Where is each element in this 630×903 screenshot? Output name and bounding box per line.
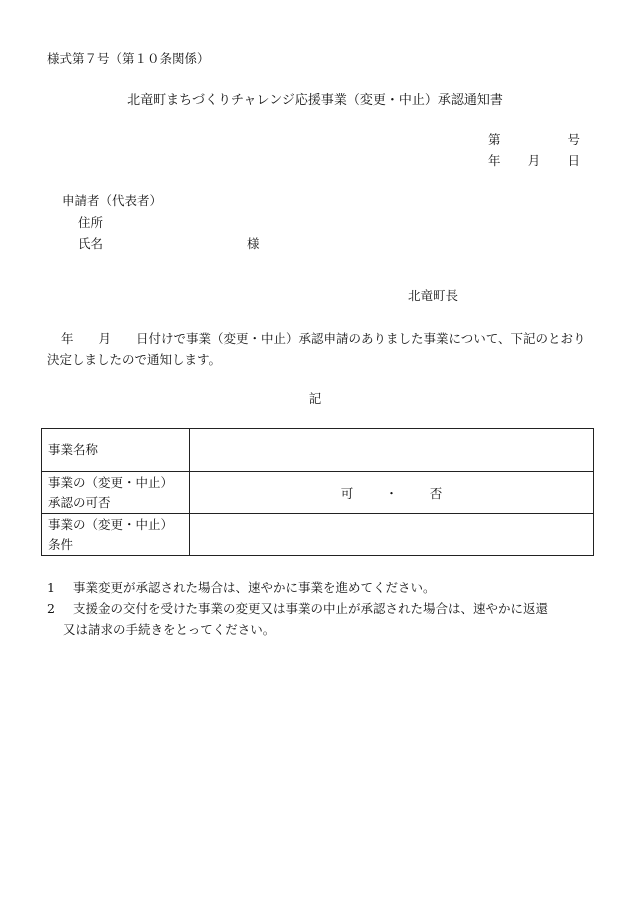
approval-value <box>190 472 594 514</box>
approval-label-line2: 承認の可否 <box>48 494 111 510</box>
date-year: 年 <box>488 153 501 168</box>
conditions-value <box>190 514 594 556</box>
note-2 <box>47 598 587 640</box>
document-number <box>488 132 580 147</box>
form-number: 様式第７号（第１０条関係） <box>47 51 210 66</box>
table-row <box>42 429 594 472</box>
details-table <box>41 428 594 556</box>
conditions-label-line2: 条件 <box>48 536 74 552</box>
document-date <box>488 153 580 168</box>
note-1 <box>47 577 587 598</box>
approval-yes: 可 <box>340 485 354 501</box>
table-row <box>42 472 594 514</box>
body-text: 年 月 日付けで事業（変更・中止）承認申請のありました事業について、下記のとおり決定しましたので通知します。 <box>47 331 586 367</box>
doc-number-suffix: 号 <box>567 132 580 147</box>
note-text: 事業変更が承認された場合は、速やかに事業を進めてください。 <box>73 580 436 595</box>
issuer: 北竜町長 <box>408 288 459 303</box>
conditions-label <box>42 514 190 556</box>
approval-separator: ・ <box>385 485 398 501</box>
note-text-line1: 支援金の交付を受けた事業の変更又は事業の中止が承認された場合は、速やかに返還 <box>73 601 549 616</box>
name-label: 氏名 <box>78 236 104 251</box>
approval-label-line1: 事業の（変更・中止） <box>48 474 174 490</box>
note-number: 1 <box>47 580 55 595</box>
table-row <box>42 514 594 556</box>
note-number: 2 <box>47 601 55 616</box>
honorific: 様 <box>247 236 260 251</box>
approval-no: 否 <box>429 485 443 501</box>
project-name-value <box>190 429 594 472</box>
project-name-label: 事業名称 <box>42 429 190 472</box>
date-day: 日 <box>567 153 580 168</box>
approval-label <box>42 472 190 514</box>
applicant-heading: 申請者（代表者） <box>62 193 163 208</box>
doc-number-prefix: 第 <box>488 132 501 147</box>
address-label: 住所 <box>78 215 104 230</box>
ki-heading: 記 <box>308 391 322 406</box>
note-text-line2: 又は請求の手続きをとってください。 <box>63 622 276 637</box>
date-month: 月 <box>527 153 541 168</box>
document-title: 北竜町まちづくりチャレンジ応援事業（変更・中止）承認通知書 <box>127 93 503 108</box>
conditions-label-line1: 事業の（変更・中止） <box>48 516 174 532</box>
